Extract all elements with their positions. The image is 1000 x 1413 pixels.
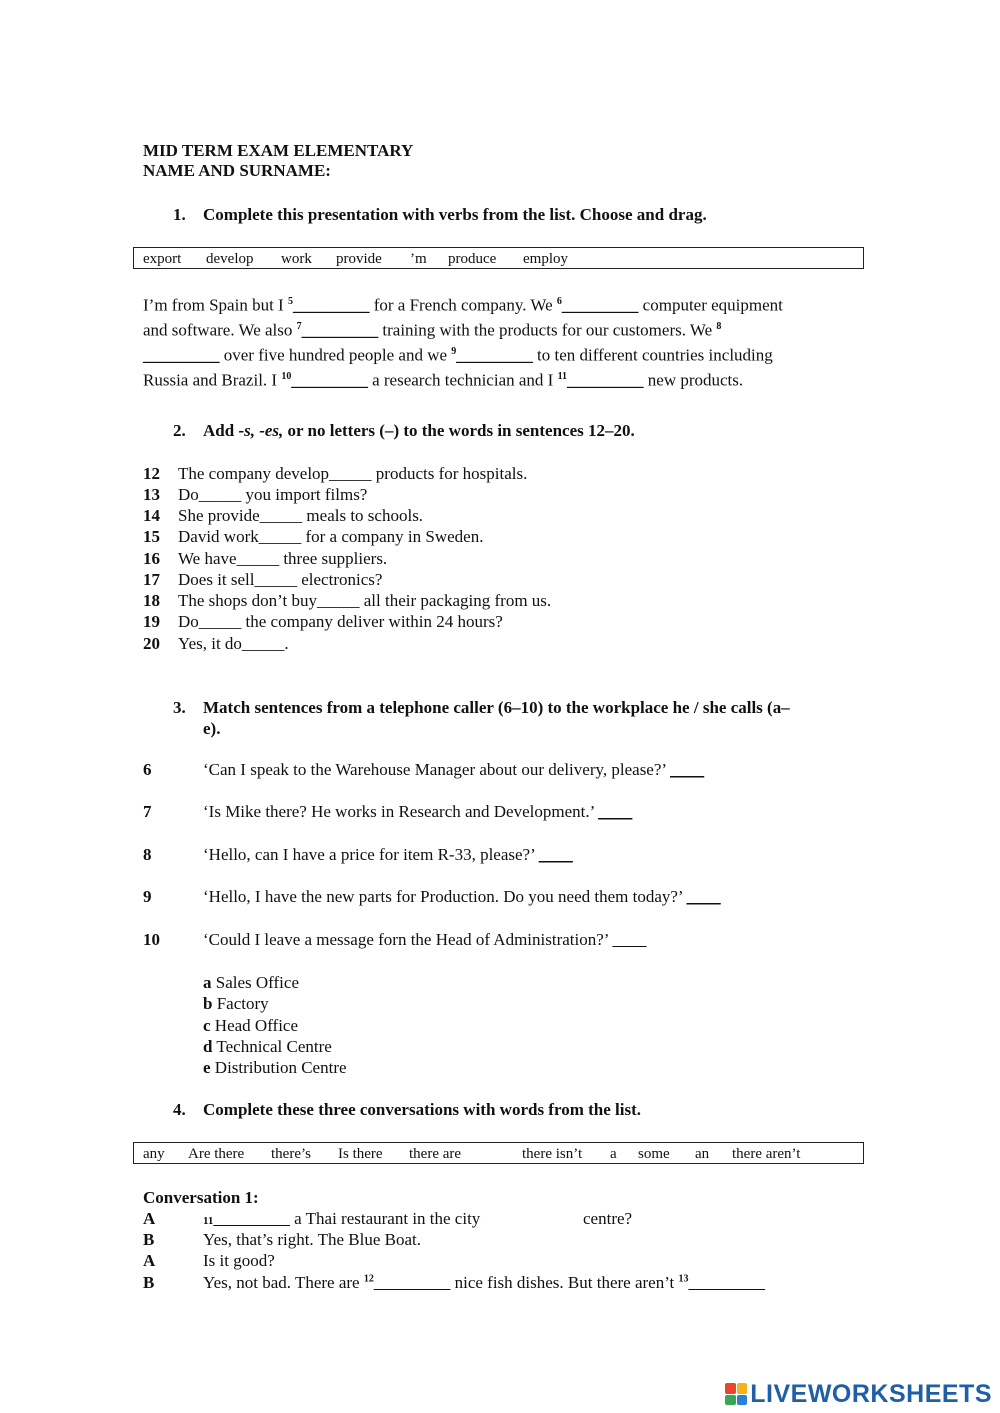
section2-list xyxy=(143,463,843,658)
line-text: Is it good? xyxy=(203,1251,275,1270)
item-number: 17 xyxy=(143,570,160,589)
section1-paragraph xyxy=(143,291,853,392)
text: Russia and Brazil. I xyxy=(143,371,282,391)
instruction-text: or no letters (–) to the words in sentences 12–20. xyxy=(283,421,635,440)
item-number: 10 xyxy=(143,930,160,949)
answer-blank[interactable]: ____ xyxy=(538,845,573,864)
gap-number: 6 xyxy=(556,296,562,307)
word-chip[interactable]: Are there xyxy=(188,1146,245,1162)
gap-number: 5 xyxy=(287,296,293,307)
logo-square xyxy=(737,1395,748,1406)
item-number: 12 xyxy=(143,464,160,483)
word-chip[interactable]: there aren’t xyxy=(732,1146,801,1162)
word-chip[interactable]: employ xyxy=(523,251,568,267)
item-text[interactable]: Do_____ you import films? xyxy=(178,485,368,504)
logo-square xyxy=(737,1383,748,1394)
paragraph-line xyxy=(143,291,853,316)
item-text[interactable]: Do_____ the company deliver within 24 hours? xyxy=(178,612,503,631)
line-text: Yes, not bad. There are xyxy=(203,1273,364,1292)
option-letter: c xyxy=(203,1015,211,1035)
section1-word-box xyxy=(133,247,864,269)
answer-blank[interactable]: _________ xyxy=(456,345,533,365)
name-label: NAME AND SURNAME: xyxy=(143,161,331,180)
option-text: Head Office xyxy=(210,1015,299,1035)
item-number: 15 xyxy=(143,527,160,546)
word-chip[interactable]: there isn’t xyxy=(522,1146,583,1162)
gap-number: 11 xyxy=(203,1215,214,1227)
option-letter: e xyxy=(203,1058,211,1078)
word-chip[interactable]: there’s xyxy=(271,1146,311,1162)
option-item xyxy=(203,993,347,1014)
item-text[interactable]: David work_____ for a company in Sweden. xyxy=(178,527,484,546)
text: I’m from Spain but I xyxy=(143,295,288,315)
logo-icon xyxy=(725,1383,747,1405)
item-text: ‘Could I leave a message forn the Head of Administration?’ xyxy=(203,930,613,949)
option-item xyxy=(203,1036,347,1057)
text: new products. xyxy=(643,371,744,391)
section1-heading xyxy=(173,205,707,225)
item-text: ‘Hello, can I have a price for item R-33, please?’ xyxy=(203,845,539,864)
section4-instruction: Complete these three conversations with words from the list. xyxy=(203,1100,641,1119)
logo-square xyxy=(725,1395,736,1406)
speaker: A xyxy=(143,1251,156,1270)
conversation-1 xyxy=(143,1209,863,1299)
text: for a French company. We xyxy=(369,295,557,315)
section1-number: 1. xyxy=(173,205,186,224)
instruction-text: Add xyxy=(203,421,239,440)
paragraph-line xyxy=(143,316,853,341)
word-chip[interactable]: produce xyxy=(448,251,497,267)
section4-word-box xyxy=(133,1142,864,1164)
word-chip[interactable]: some xyxy=(638,1146,670,1162)
word-chip[interactable]: an xyxy=(695,1146,710,1162)
line-text: Yes, that’s right. The Blue Boat. xyxy=(203,1230,422,1249)
workplace-options xyxy=(203,972,347,1078)
item-text[interactable]: She provide_____ meals to schools. xyxy=(178,506,424,525)
text: training with the products for our customers. We xyxy=(378,320,717,340)
line-text: nice fish dishes. But there aren’t xyxy=(450,1273,679,1292)
option-text: Factory xyxy=(212,994,269,1014)
text: over five hundred people and we xyxy=(219,345,452,365)
item-text: ‘Can I speak to the Warehouse Manager about our delivery, please?’ xyxy=(203,760,671,779)
item-text[interactable]: The shops don’t buy_____ all their packaging from us. xyxy=(178,591,552,610)
word-chip[interactable]: ’m xyxy=(410,251,427,267)
instruction-text: e). xyxy=(203,719,221,738)
answer-blank[interactable]: _________ xyxy=(292,295,370,315)
word-chip[interactable]: provide xyxy=(336,251,382,267)
gap-number: 13 xyxy=(678,1273,689,1285)
option-item xyxy=(203,1015,347,1036)
answer-blank[interactable]: _________ xyxy=(143,345,220,365)
section4-number: 4. xyxy=(173,1100,186,1119)
word-chip[interactable]: there are xyxy=(409,1146,462,1162)
word-chip[interactable]: develop xyxy=(206,251,254,267)
instruction-suffixes: -s, -es, xyxy=(238,421,284,440)
item-number: 9 xyxy=(143,887,152,906)
option-item xyxy=(203,1057,347,1078)
exam-header xyxy=(143,141,413,181)
answer-blank[interactable]: ____ xyxy=(670,760,705,779)
section2-heading xyxy=(173,421,635,441)
text: and software. We also xyxy=(143,320,297,340)
item-number: 13 xyxy=(143,485,160,504)
item-number: 19 xyxy=(143,612,160,631)
item-number: 18 xyxy=(143,591,160,610)
gap-number: 8 xyxy=(716,321,722,333)
item-text[interactable]: Yes, it do_____. xyxy=(178,634,289,653)
item-number: 16 xyxy=(143,549,160,568)
speaker: B xyxy=(143,1230,155,1249)
text: to ten different countries including xyxy=(532,345,773,365)
word-chip[interactable]: export xyxy=(143,251,182,267)
gap-number: 9 xyxy=(451,346,457,358)
speaker: B xyxy=(143,1273,155,1292)
option-text: Sales Office xyxy=(211,973,299,992)
answer-blank[interactable]: _________ xyxy=(291,371,368,391)
item-text[interactable]: The company develop_____ products for hospitals. xyxy=(178,464,528,483)
text: computer equipment xyxy=(638,295,783,315)
word-chip[interactable]: work xyxy=(281,251,312,267)
option-text: Technical Centre xyxy=(212,1036,332,1056)
text: a research technician and I xyxy=(367,371,558,391)
section3-number: 3. xyxy=(173,698,186,717)
answer-blank[interactable]: ____ xyxy=(686,887,721,906)
item-number: 20 xyxy=(143,634,160,653)
item-number: 7 xyxy=(143,802,152,821)
line-text: a Thai restaurant in the city xyxy=(289,1209,481,1228)
option-letter: d xyxy=(203,1036,213,1056)
item-number: 6 xyxy=(143,760,152,779)
answer-blank[interactable]: _________ xyxy=(688,1273,766,1292)
section2-number: 2. xyxy=(173,421,186,440)
paragraph-line xyxy=(143,341,853,366)
item-text: ‘Hello, I have the new parts for Production. Do you need them today?’ xyxy=(203,887,687,906)
item-text[interactable]: We have_____ three suppliers. xyxy=(178,549,388,568)
section3-heading xyxy=(173,697,853,739)
item-number: 8 xyxy=(143,845,152,864)
answer-blank[interactable]: _________ xyxy=(561,295,639,315)
exam-title: MID TERM EXAM ELEMENTARY xyxy=(143,141,414,160)
answer-blank[interactable]: ____ xyxy=(598,802,633,821)
paragraph-line xyxy=(143,366,853,391)
gap-number: 12 xyxy=(363,1273,374,1285)
item-text: ‘Is Mike there? He works in Research and Development.’ xyxy=(203,802,599,821)
option-letter: b xyxy=(203,994,213,1014)
logo-text: LIVEWORKSHEETS xyxy=(750,1379,992,1408)
answer-blank[interactable]: ____ xyxy=(612,930,647,949)
conversation-title: Conversation 1: xyxy=(143,1188,259,1207)
option-letter: a xyxy=(203,973,212,992)
line-text: centre? xyxy=(583,1209,633,1228)
logo-square xyxy=(725,1383,736,1394)
option-text: Distribution Centre xyxy=(210,1058,347,1078)
option-item xyxy=(203,972,347,993)
word-chip[interactable]: a xyxy=(610,1146,617,1162)
speaker: A xyxy=(143,1209,156,1228)
gap-number: 11 xyxy=(557,371,568,383)
section1-instruction: Complete this presentation with verbs from the list. Choose and drag. xyxy=(203,205,707,224)
gap-number: 7 xyxy=(296,321,302,333)
answer-blank[interactable]: _________ xyxy=(301,320,379,340)
word-chip[interactable]: Is there xyxy=(338,1146,383,1162)
instruction-text: Match sentences from a telephone caller (6–10) to the workplace he / she calls (a– xyxy=(203,698,790,717)
section4-heading xyxy=(173,1100,641,1120)
gap-number: 10 xyxy=(281,371,292,383)
liveworksheets-logo xyxy=(725,1380,992,1408)
word-chip[interactable]: any xyxy=(143,1146,165,1162)
answer-blank[interactable]: _________ xyxy=(373,1273,451,1292)
item-number: 14 xyxy=(143,506,160,525)
answer-blank[interactable]: _________ xyxy=(567,371,644,391)
answer-blank[interactable]: _________ xyxy=(213,1209,290,1228)
item-text[interactable]: Does it sell_____ electronics? xyxy=(178,570,383,589)
